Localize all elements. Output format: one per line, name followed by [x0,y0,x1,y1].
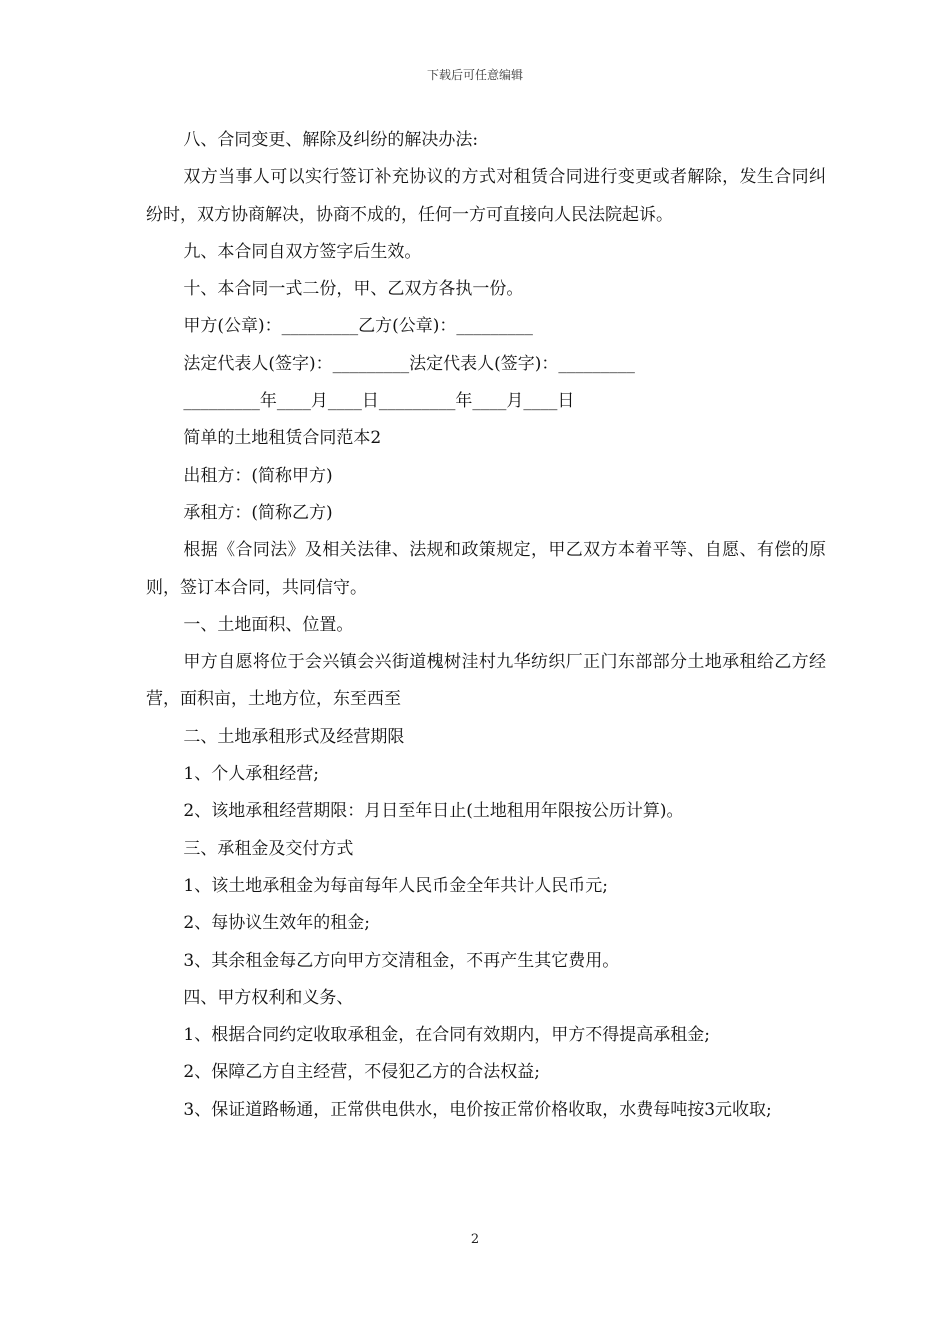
section-4-item-3: 3、保证道路畅通，正常供电供水，电价按正常价格收取，水费每吨按3元收取; [183,1099,772,1120]
seal-line: 甲方(公章)：_________乙方(公章)：_________ [183,316,533,337]
lessor-line: 出租方：(简称甲方) [183,465,333,486]
section-10: 十、本合同一式二份，甲、乙双方各执一份。 [183,279,524,300]
document-body [146,122,826,1129]
section-1-heading: 一、土地面积、位置。 [183,614,354,635]
page-number: 2 [470,1232,480,1247]
contract-title: 简单的土地租赁合同范本2 [183,428,382,449]
section-2-item-1: 1、个人承租经营; [183,764,319,785]
section-4-item-2: 2、保障乙方自主经营，不侵犯乙方的合法权益; [183,1062,540,1083]
page-header: 下载后可任意编辑 [426,68,523,82]
section-4-item-1: 1、根据合同约定收取承租金，在合同有效期内，甲方不得提高承租金; [183,1025,710,1046]
section-3-item-3: 3、其余租金每乙方向甲方交清租金，不再产生其它费用。 [183,950,620,971]
section-8-text: 双方当事人可以实行签订补充协议的方式对租赁合同进行变更或者解除，发生合同纠纷时，双方协商解决，协商不成的，任何一方可直接向人民法院起诉。 [146,167,826,225]
section-2-item-2: 2、该地承租经营期限：月日至年日止(土地租用年限按公历计算)。 [183,801,684,822]
section-3-item-2: 2、每协议生效年的租金; [183,913,370,934]
section-3-item-1: 1、该土地承租金为每亩每年人民币金全年共计人民币元; [183,875,608,896]
section-1-text: 甲方自愿将位于会兴镇会兴街道槐树洼村九华纺织厂正门东部部分土地承租给乙方经营，面积亩，土地方位，东至西至 [146,652,826,710]
date-line: _________年____月____日_________年____月____日 [183,391,575,412]
section-4-heading: 四、甲方权利和义务、 [183,987,354,1008]
section-9: 九、本合同自双方签字后生效。 [183,241,422,262]
lessee-line: 承租方：(简称乙方) [183,502,333,523]
section-2-heading: 二、土地承租形式及经营期限 [183,726,405,747]
signature-line: 法定代表人(签字)：_________法定代表人(签字)：_________ [183,353,635,374]
section-3-heading: 三、承租金及交付方式 [183,838,354,859]
section-8-heading: 八、合同变更、解除及纠纷的解决办法: [183,130,479,150]
preamble: 根据《合同法》及相关法律、法规和政策规定，甲乙双方本着平等、自愿、有偿的原则，签订本合同，共同信守。 [146,540,826,598]
